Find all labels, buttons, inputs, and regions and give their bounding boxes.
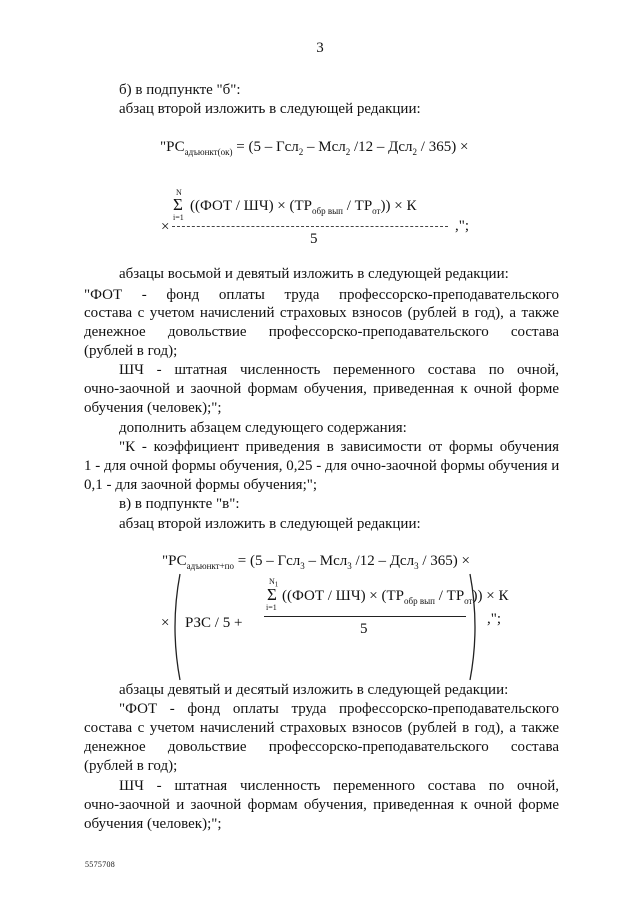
k-def-line: "К - коэффициент приведения в зависимости от формы обучения bbox=[119, 439, 559, 455]
k-def-line: 1 - для очной формы обучения, 0,25 - для очно-заочной формы обучения и bbox=[84, 458, 560, 474]
index: 2 bbox=[412, 147, 418, 157]
shch-def-line: обучения (человек);"; bbox=[84, 816, 222, 832]
sum-symbol: Σ bbox=[267, 585, 277, 604]
formula-term: )) × К bbox=[380, 198, 417, 214]
formula-term: / 365) × bbox=[417, 139, 469, 155]
formula-term: )) × К bbox=[472, 588, 509, 604]
formula-term: ((ФОТ / ШЧ) × (ТР bbox=[282, 588, 405, 604]
formula-2-rzs: РЗС / 5 + bbox=[185, 615, 243, 631]
index: обр вып bbox=[312, 206, 343, 216]
index: 1 bbox=[274, 580, 279, 589]
index: от bbox=[372, 206, 381, 216]
index: 2 bbox=[345, 147, 351, 157]
formula-2-fraction-bar bbox=[264, 616, 466, 617]
formula-1-rs: "РС bbox=[160, 139, 185, 155]
formula-term: ((ФОТ / ШЧ) × (ТР bbox=[190, 198, 313, 214]
formula-term: /12 – Дсл bbox=[350, 139, 413, 155]
section-b-heading: б) в подпункте "б": bbox=[119, 82, 241, 98]
footer-doc-code: 5575708 bbox=[85, 860, 116, 869]
fot-def-line: денежное довольствие профессорско-преподавательского состава bbox=[84, 739, 559, 755]
index: от bbox=[464, 596, 473, 606]
formula-1-close: ,"; bbox=[455, 218, 470, 234]
sum-upper-limit: N bbox=[176, 188, 182, 197]
index: обр вып bbox=[404, 596, 435, 606]
section-b-intro: абзац второй изложить в следующей редакции: bbox=[119, 101, 421, 117]
section-v-heading: в) в подпункте "в": bbox=[119, 496, 240, 512]
shch-def-line: очно-заочной и заочной формам обучения, приведенная к очной форме bbox=[84, 381, 559, 397]
section-v-intro: абзац второй изложить в следующей редакции: bbox=[119, 516, 421, 532]
formula-2-rs-sub: адъюнкт+по bbox=[186, 561, 235, 571]
formula-2-close: ,"; bbox=[487, 611, 502, 627]
sum-lower-limit: i=1 bbox=[266, 603, 277, 612]
index: 3 bbox=[300, 561, 305, 571]
fot-def-line: "ФОТ - фонд оплаты труда профессорско-преподавательского bbox=[119, 701, 559, 717]
formula-term: – Мсл bbox=[303, 139, 346, 155]
formula-1-first-line bbox=[160, 140, 468, 157]
paragraphs-8-9-intro: абзацы восьмой и девятый изложить в следующей редакции: bbox=[119, 266, 509, 282]
shch-def-line: ШЧ - штатная численность переменного состава по очной, bbox=[119, 778, 559, 794]
formula-2-rs: "РС bbox=[162, 553, 187, 569]
formula-1-times: × bbox=[161, 219, 170, 235]
formula-2-times: × bbox=[161, 615, 170, 631]
formula-2-first-line bbox=[162, 554, 470, 571]
formula-1-numerator bbox=[190, 199, 416, 216]
shch-def-line: очно-заочной и заочной формам обучения, приведенная к очной форме bbox=[84, 797, 559, 813]
add-paragraph-intro: дополнить абзацем следующего содержания: bbox=[119, 420, 407, 436]
sum-upper-n: N bbox=[269, 577, 275, 586]
shch-def-line: ШЧ - штатная численность переменного состава по очной, bbox=[119, 362, 559, 378]
sum-lower-limit: i=1 bbox=[173, 213, 184, 222]
page-number: 3 bbox=[316, 40, 324, 56]
k-def-line: 0,1 - для заочной формы обучения;"; bbox=[84, 477, 318, 493]
fot-def-line: (рублей в год); bbox=[84, 343, 178, 359]
formula-term: / ТР bbox=[434, 588, 465, 604]
fot-def-line: состава с учетом начислений страховых взносов (рублей в год), а также bbox=[84, 305, 559, 321]
paragraphs-9-10-intro: абзацы девятый и десятый изложить в следующей редакции: bbox=[119, 682, 509, 698]
index: 2 bbox=[298, 147, 304, 157]
fot-def-line: (рублей в год); bbox=[84, 758, 178, 774]
formula-1-rs-sub: адъюнкт(ок) bbox=[184, 147, 233, 157]
shch-def-line: обучения (человек);"; bbox=[84, 400, 222, 416]
formula-term: /12 – Дсл bbox=[351, 553, 415, 569]
left-big-paren-icon bbox=[168, 572, 184, 682]
fot-def-line: "ФОТ - фонд оплаты труда профессорско-преподавательского bbox=[84, 287, 559, 303]
formula-2-numerator bbox=[282, 589, 508, 606]
index: 3 bbox=[414, 561, 419, 571]
sum-symbol: Σ bbox=[173, 195, 183, 214]
formula-1-denominator: 5 bbox=[310, 231, 318, 247]
formula-2-denominator: 5 bbox=[360, 621, 368, 637]
formula-1-rhs: = (5 – Гсл bbox=[236, 139, 299, 155]
index: 3 bbox=[347, 561, 352, 571]
formula-term: / ТР bbox=[342, 198, 373, 214]
fot-def-line: состава с учетом начислений страховых взносов (рублей в год), а также bbox=[84, 720, 559, 736]
formula-term: = (5 – Гсл bbox=[237, 553, 301, 569]
fot-def-line: денежное довольствие профессорско-преподавательского состава bbox=[84, 324, 559, 340]
formula-term: – Мсл bbox=[304, 553, 348, 569]
formula-term: / 365) × bbox=[418, 553, 470, 569]
formula-1-fraction-bar bbox=[172, 226, 448, 227]
